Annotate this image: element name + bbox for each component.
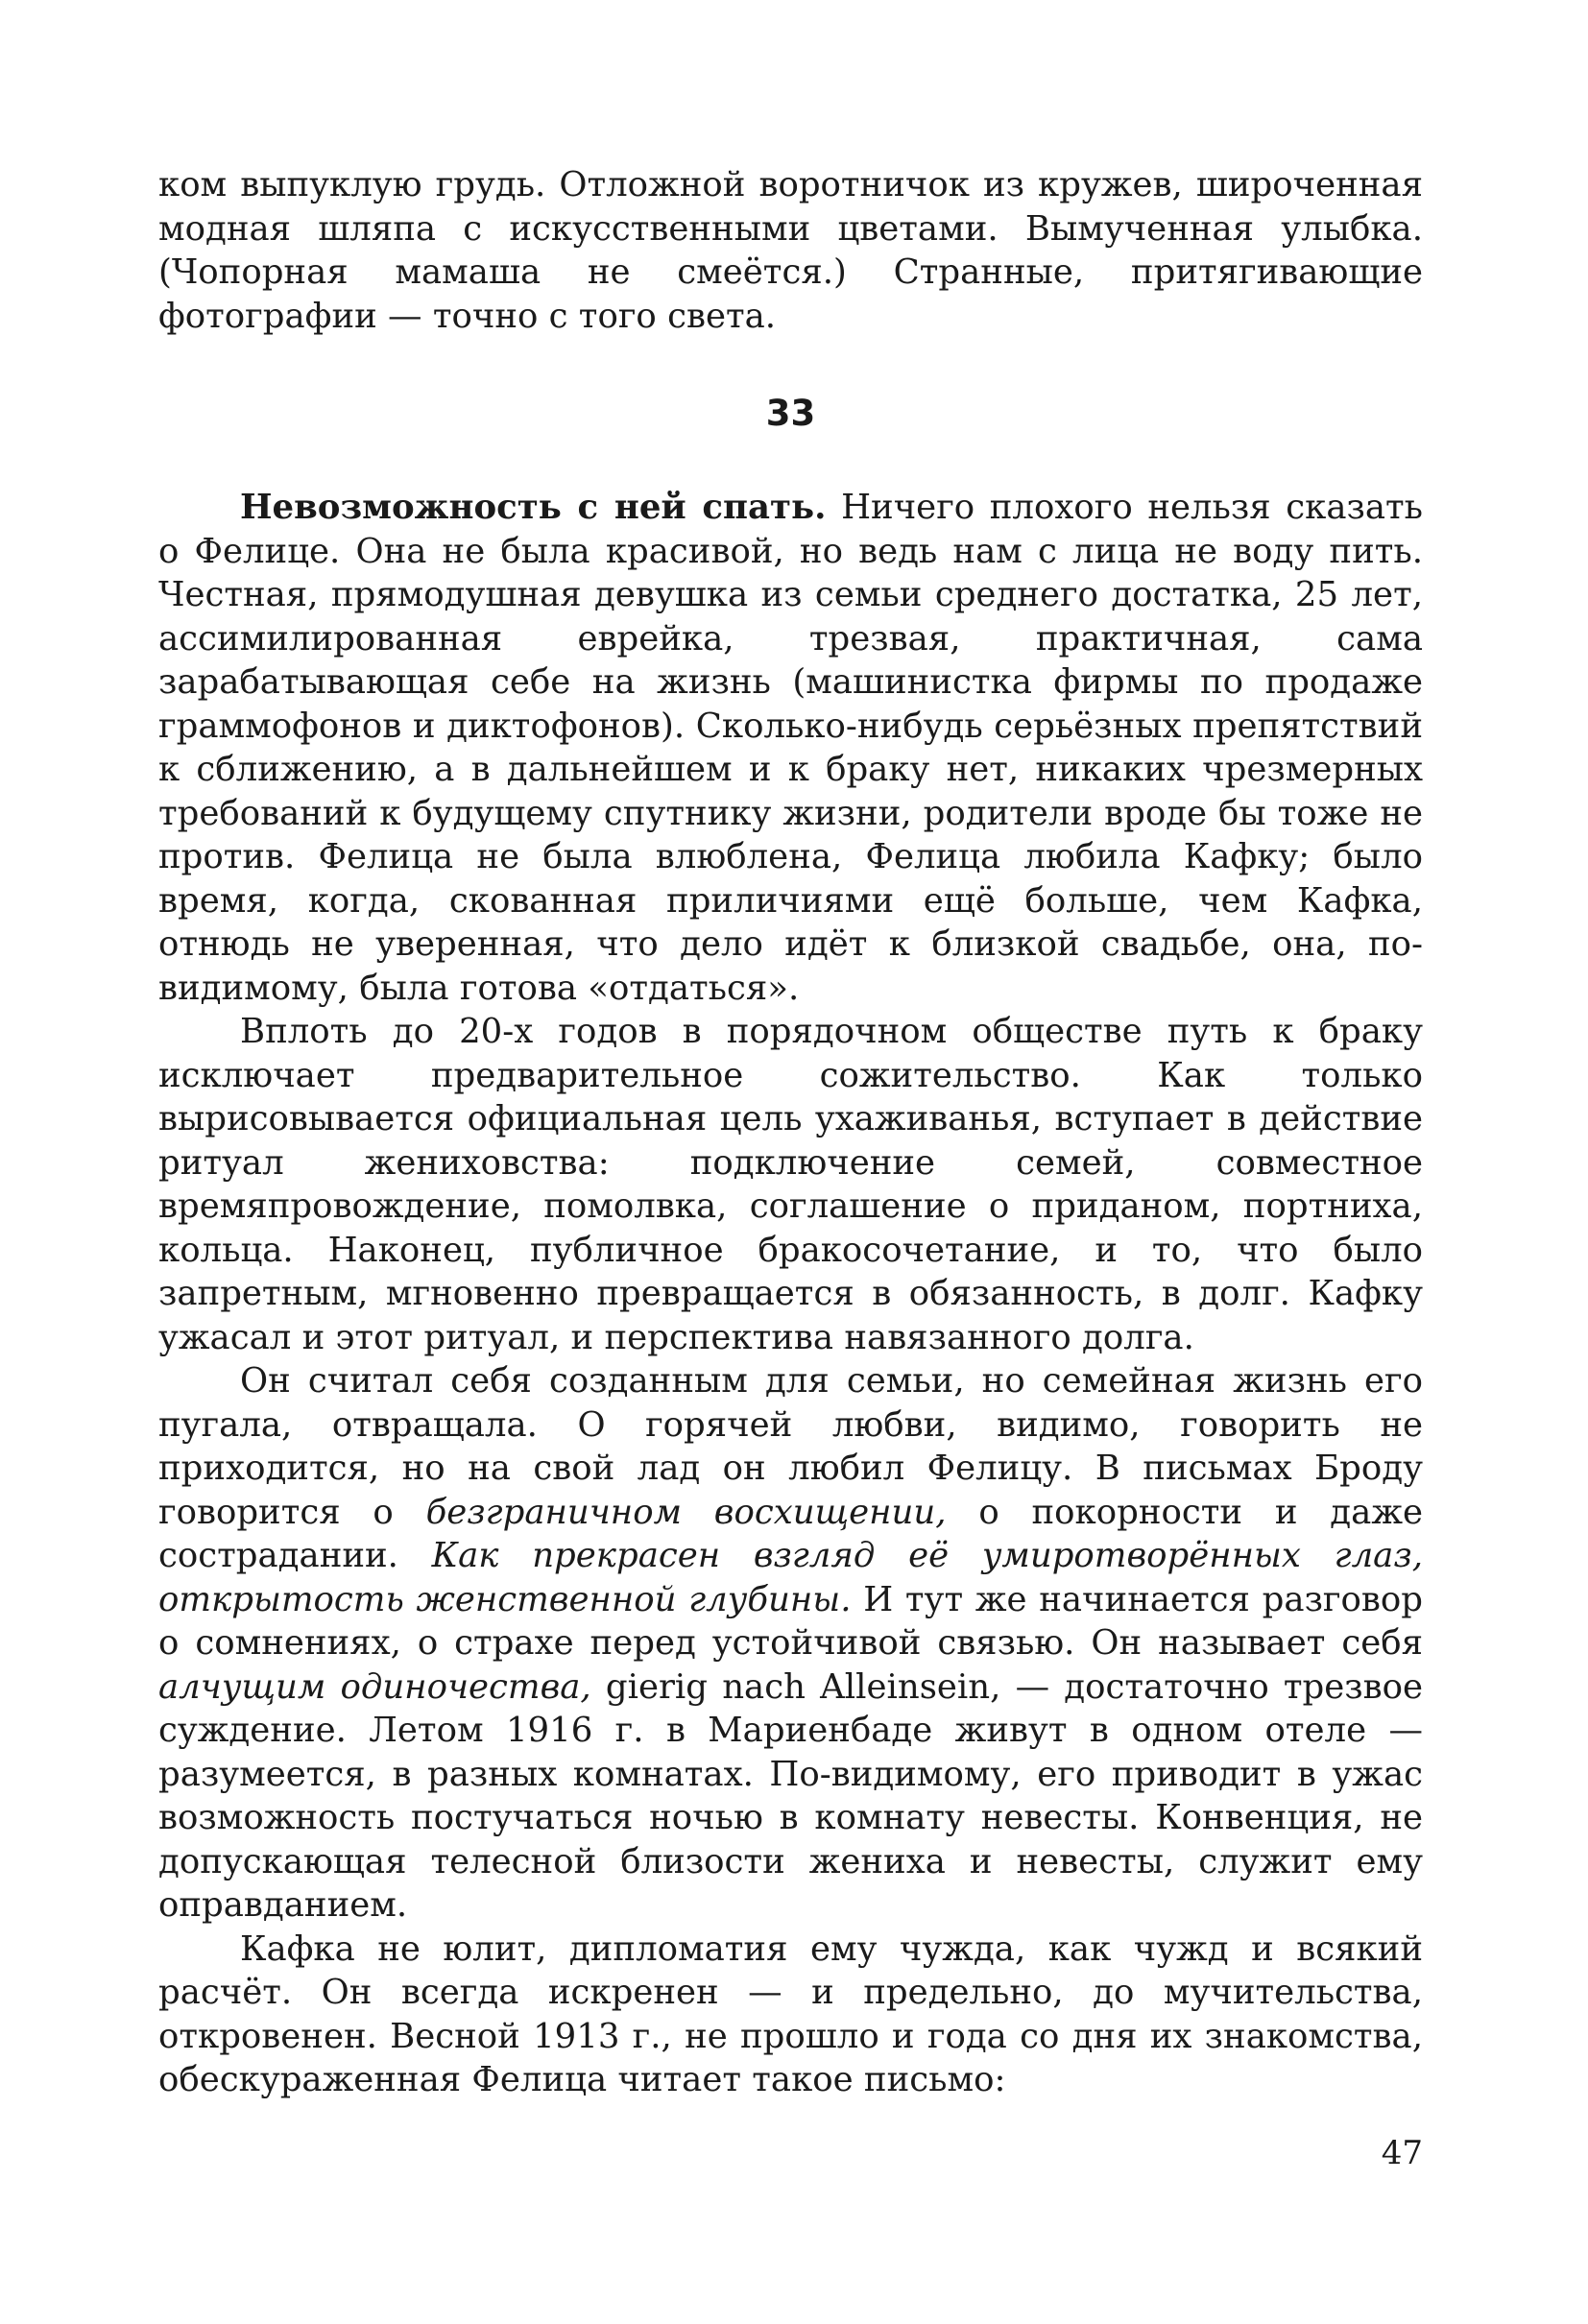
chapter-number: 33 (765, 393, 816, 434)
paragraph-3-italic-3: алчущим одиночества, (158, 1666, 591, 1707)
paragraph-1 (158, 486, 1423, 1010)
paragraph-3-text-4: gierig nach Alleinsein, — достаточно трезвое суждение. Летом 1916 г. в Мариенбаде живут в одном отеле — разумеется, в разных комнатах. По-видимому, его приводит в ужас возможность постучаться ночью в комнату невесты. Конвенция, не допускающая телесной близости жениха и невесты, служит ему оправданием. (158, 1666, 1423, 1925)
paragraph-3-italic-1: безграничном восхищении, (425, 1492, 947, 1532)
paragraph-4: Кафка не юлит, дипломатия ему чужда, как чужд и всякий расчёт. Он всегда искренен — и предельно, до мучительства, откровенен. Весной 1913 г., не прошло и года со дня их знакомства, обескураженная Фелица читает такое письмо: (158, 1929, 1423, 2099)
page-body (158, 163, 1423, 2102)
paragraph-3-italic-2: Как прекрасен взгляд её умиротворённых глаз, открытость женственной глубины. (158, 1536, 1423, 1619)
paragraph-continuation: ком выпуклую грудь. Отложной воротничок из кружев, широченная модная шляпа с искусственными цветами. Вымученная улыбка. (Чопорная мамаша не смеётся.) Странные, притягивающие фотографии — точно с того света. (158, 165, 1423, 336)
paragraph-2: Вплоть до 20-х годов в порядочном обществе путь к браку исключает предварительное сожительство. Как только вырисовывается официальная цель ухаживанья, вступает в действие ритуал жениховства: подключение семей, совместное времяпровождение, помолвка, соглашение о приданом, портниха, кольца. Наконец, публичное бракосочетание, и то, что было запретным, мгновенно превращается в обязанность, в долг. Кафку ужасал и этот ритуал, и перспектива навязанного долга. (158, 1012, 1423, 1357)
paragraph-1-text: Ничего плохого нельзя сказать о Фелице. Она не была красивой, но ведь нам с лица не воду пить. Честная, прямодушная девушка из семьи среднего достатка, 25 лет, ассимилированная еврейка, трезвая, практичная, сама зарабатывающая себе на жизнь (машинистка фирмы по продаже граммофонов и диктофонов). Сколько-нибудь серьёзных препятствий к сближению, а в дальнейшем и к браку нет, никаких чрезмерных требований к будущему спутнику жизни, родители вроде бы тоже не против. Фелица не была влюблена, Фелица любила Кафку; было время, когда, скованная приличиями ещё больше, чем Кафка, отнюдь не уверенная, что дело идёт к близкой свадьбе, она, по-видимому, была готова «отдаться». (158, 488, 1423, 1008)
paragraph-3 (158, 1359, 1423, 1928)
paragraph-1-lead: Невозможность с ней спать. (240, 488, 827, 527)
paragraph-3-text-3: И тут же начинается разговор о сомнениях, о страхе перед устойчивой связью. Он называет себя (158, 1579, 1423, 1663)
paragraph-3-text-2: о покорности и даже сострадании. (158, 1492, 1423, 1575)
paragraph-3-text-1: Он считал себя созданным для семьи, но семейная жизнь его пугала, отвращала. О горячей любви, видимо, говорить не приходится, но на свой лад он любил Фелицу. В письмах Броду говорится о (158, 1361, 1423, 1532)
page-number: 47 (1381, 2134, 1423, 2172)
